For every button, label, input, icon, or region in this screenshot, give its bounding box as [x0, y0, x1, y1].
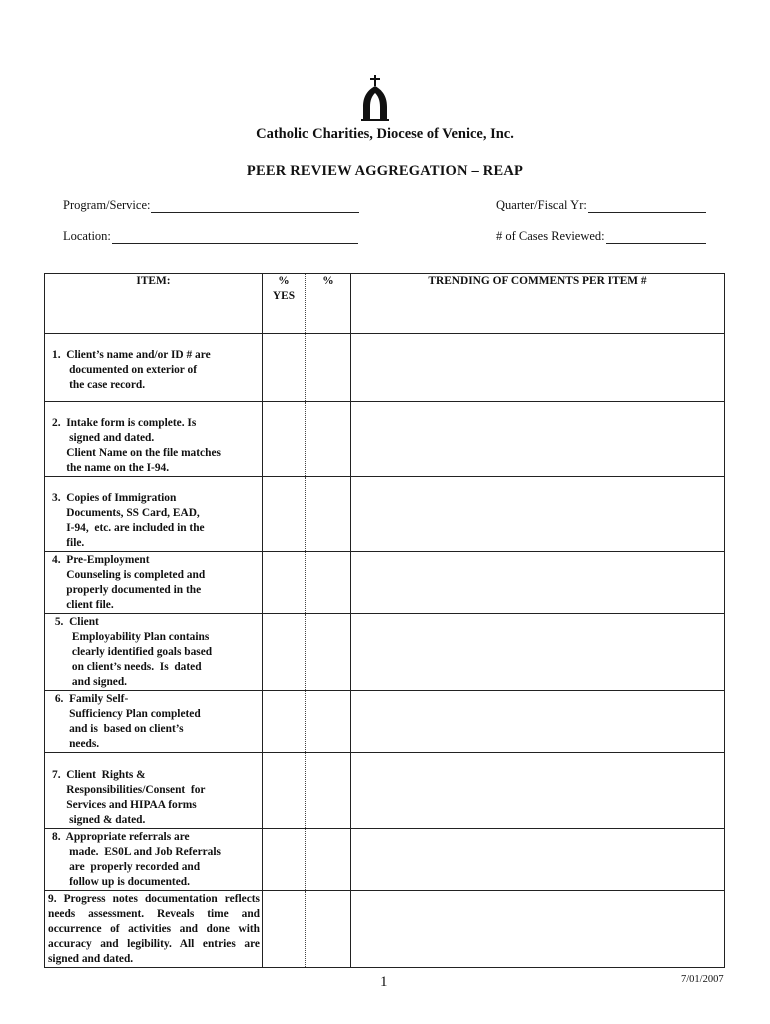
item-5-percent-yes-cell[interactable] [263, 614, 306, 691]
program-service-blank[interactable] [151, 201, 359, 213]
table-row [45, 334, 725, 402]
item-1-percent-yes-cell[interactable] [263, 334, 306, 402]
table-row [45, 691, 725, 753]
item-9-percent-yes-cell[interactable] [263, 891, 306, 968]
item-8-text: 8. Appropriate referrals are made. ES0L and Job Referrals are properly recorded and follow up is documented. [52, 831, 221, 888]
table-row [45, 829, 725, 891]
item-9-text: 9. Progress notes documentation reflects needs assessment. Reveals time and occurrence of activities and done with accuracy and legibility. All entries are signed and dated. [48, 893, 260, 965]
table-row [45, 891, 725, 968]
item-5-trending-cell[interactable] [351, 614, 725, 691]
organization-name: Catholic Charities, Diocese of Venice, Inc. [256, 126, 514, 142]
program-service-label: Program/Service: [63, 198, 151, 212]
table-row [45, 614, 725, 691]
item-8-percent-yes-cell[interactable] [263, 829, 306, 891]
item-2-trending-cell[interactable] [351, 402, 725, 477]
item-6-text: 6. Family Self- Sufficiency Plan completed and is based on client’s needs. [54, 693, 201, 750]
item-4-percent-cell[interactable] [306, 552, 351, 614]
item-9-trending-cell[interactable] [351, 891, 725, 968]
item-3-percent-yes-cell[interactable] [263, 477, 306, 552]
revision-date: 7/01/2007 [681, 974, 724, 985]
location-field[interactable] [63, 229, 358, 244]
table-header-row [45, 274, 725, 334]
item-6-trending-cell[interactable] [351, 691, 725, 753]
quarter-fiscal-year-blank[interactable] [588, 201, 706, 213]
item-2-percent-cell[interactable] [306, 402, 351, 477]
percent-yes-column-header: % YES [263, 274, 306, 334]
percent-column-header: % [306, 274, 351, 334]
program-service-field[interactable] [63, 198, 359, 213]
table-row [45, 552, 725, 614]
item-5-percent-cell[interactable] [306, 614, 351, 691]
item-3-percent-cell[interactable] [306, 477, 351, 552]
cases-reviewed-field[interactable] [496, 229, 706, 244]
item-4-trending-cell[interactable] [351, 552, 725, 614]
quarter-fiscal-year-field[interactable] [496, 198, 706, 213]
item-3-trending-cell[interactable] [351, 477, 725, 552]
page-number: 1 [380, 974, 388, 990]
item-7-trending-cell[interactable] [351, 753, 725, 829]
cases-reviewed-label: # of Cases Reviewed: [496, 229, 605, 243]
item-7-text: 7. Client Rights & Responsibilities/Consent for Services and HIPAA forms signed & dated. [52, 769, 206, 826]
item-7-percent-yes-cell[interactable] [263, 753, 306, 829]
item-6-percent-yes-cell[interactable] [263, 691, 306, 753]
item-1-percent-cell[interactable] [306, 334, 351, 402]
quarter-fiscal-year-label: Quarter/Fiscal Yr: [496, 198, 587, 212]
item-1-trending-cell[interactable] [351, 334, 725, 402]
location-blank[interactable] [112, 232, 358, 244]
table-row [45, 753, 725, 829]
table-row [45, 402, 725, 477]
table-row [45, 477, 725, 552]
item-8-percent-cell[interactable] [306, 829, 351, 891]
item-4-text: 4. Pre-Employment Counseling is completed and properly documented in the client file. [52, 554, 206, 611]
item-9-percent-cell[interactable] [306, 891, 351, 968]
item-4-percent-yes-cell[interactable] [263, 552, 306, 614]
item-5-text: 5. Client Employability Plan contains clearly identified goals based on client’s needs. Is dated and signed. [54, 616, 213, 688]
item-7-percent-cell[interactable] [306, 753, 351, 829]
item-2-text: 2. Intake form is complete. Is signed and dated. Client Name on the file matches the name on the I-94. [52, 417, 221, 474]
item-2-percent-yes-cell[interactable] [263, 402, 306, 477]
item-1-text: 1. Client’s name and/or ID # are documented on exterior of the case record. [52, 349, 211, 391]
diocese-logo-icon [358, 74, 392, 122]
item-column-header: ITEM: [45, 274, 263, 334]
form-title: PEER REVIEW AGGREGATION – REAP [246, 163, 524, 179]
cases-reviewed-blank[interactable] [606, 232, 706, 244]
peer-review-table [44, 273, 725, 968]
item-6-percent-cell[interactable] [306, 691, 351, 753]
item-8-trending-cell[interactable] [351, 829, 725, 891]
location-label: Location: [63, 229, 111, 243]
trending-column-header: TRENDING OF COMMENTS PER ITEM # [351, 274, 725, 334]
item-3-text: 3. Copies of Immigration Documents, SS Card, EAD, I-94, etc. are included in the file. [52, 492, 205, 549]
